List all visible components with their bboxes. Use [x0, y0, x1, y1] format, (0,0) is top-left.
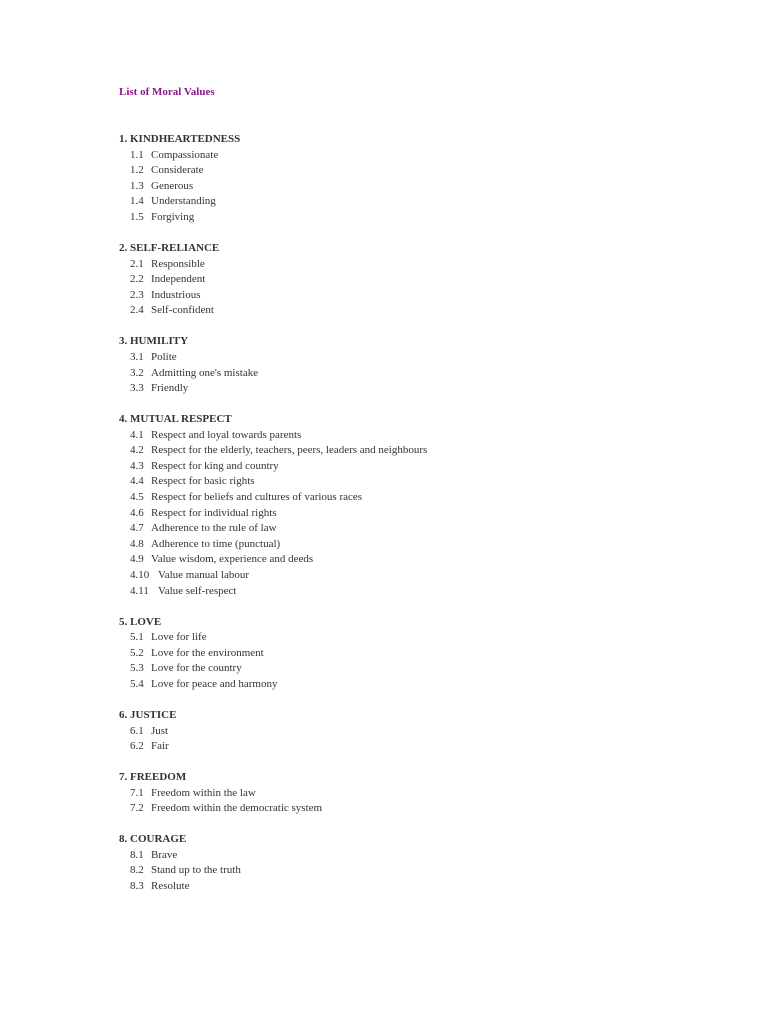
item-text: Respect for king and country	[151, 459, 279, 472]
item-text: Independent	[151, 273, 206, 286]
item-text: Adherence to time (punctual)	[151, 537, 281, 550]
item-number: 2.2	[130, 273, 144, 286]
list-item	[119, 443, 719, 459]
section-freedom	[119, 770, 719, 817]
item-text: Friendly	[151, 382, 189, 395]
section-heading: 6. JUSTICE	[119, 708, 177, 721]
item-number: 7.2	[130, 802, 144, 815]
list-item	[119, 474, 719, 490]
item-text: Self-confident	[151, 304, 214, 317]
item-text: Industrious	[151, 288, 201, 301]
list-item	[119, 537, 719, 553]
list-item	[119, 428, 719, 444]
item-number: 4.4	[130, 475, 144, 488]
item-text: Stand up to the truth	[151, 864, 241, 877]
list-item	[119, 288, 719, 304]
item-text: Freedom within the democratic system	[151, 802, 323, 815]
list-item	[119, 848, 719, 864]
list-item	[119, 677, 719, 693]
list-item	[119, 552, 719, 568]
item-number: 1.2	[130, 164, 144, 177]
section-heading: 3. HUMILITY	[119, 335, 189, 348]
list-item	[119, 863, 719, 879]
item-text: Respect for basic rights	[151, 475, 255, 488]
item-text: Respect for beliefs and cultures of various races	[151, 491, 363, 504]
list-item	[119, 366, 719, 382]
section-love	[119, 615, 719, 693]
item-text: Considerate	[151, 164, 204, 177]
item-text: Polite	[151, 350, 177, 363]
item-number: 3.2	[130, 366, 144, 379]
item-text: Love for the environment	[151, 646, 264, 659]
item-text: Resolute	[151, 880, 190, 893]
item-text: Love for life	[151, 631, 207, 644]
section-heading: 5. LOVE	[119, 615, 162, 628]
moral-values-list	[119, 132, 719, 910]
item-number: 3.1	[130, 350, 144, 363]
list-item	[119, 521, 719, 537]
section-heading: 2. SELF-RELIANCE	[119, 241, 220, 254]
item-number: 5.4	[130, 677, 144, 690]
item-number: 8.3	[130, 880, 144, 893]
item-text: Understanding	[151, 195, 216, 208]
list-item	[119, 350, 719, 366]
item-number: 1.4	[130, 195, 144, 208]
item-number: 1.1	[130, 148, 144, 161]
item-number: 4.5	[130, 491, 144, 504]
section-justice	[119, 708, 719, 755]
item-text: Brave	[151, 848, 178, 861]
item-text: Value wisdom, experience and deeds	[151, 553, 314, 566]
item-text: Adherence to the rule of law	[151, 522, 277, 535]
list-item	[119, 584, 719, 600]
list-item	[119, 786, 719, 802]
item-number: 4.10	[130, 569, 150, 582]
item-number: 5.2	[130, 646, 144, 659]
section-mutual-respect	[119, 412, 719, 599]
list-item	[119, 801, 719, 817]
item-text: Responsible	[151, 257, 205, 270]
item-text: Admitting one's mistake	[151, 366, 259, 379]
section-heading: 1. KINDHEARTEDNESS	[119, 133, 241, 145]
item-number: 4.3	[130, 459, 144, 472]
item-text: Freedom within the law	[151, 786, 256, 799]
item-number: 5.3	[130, 662, 144, 675]
section-heading: 4. MUTUAL RESPECT	[119, 413, 232, 426]
list-item	[119, 724, 719, 740]
item-number: 3.3	[130, 382, 144, 395]
item-number: 7.1	[130, 786, 144, 799]
item-text: Respect and loyal towards parents	[151, 428, 302, 441]
item-number: 2.3	[130, 288, 144, 301]
list-item	[119, 630, 719, 646]
item-text: Forgiving	[151, 210, 195, 223]
item-number: 4.1	[130, 428, 144, 441]
item-text: Fair	[151, 740, 169, 753]
list-item	[119, 194, 719, 210]
item-text: Love for the country	[151, 662, 242, 675]
section-heading: 7. FREEDOM	[119, 771, 187, 784]
item-text: Value manual labour	[158, 569, 250, 582]
list-item	[119, 459, 719, 475]
list-item	[119, 381, 719, 397]
list-item	[119, 506, 719, 522]
item-text: Love for peace and harmony	[151, 677, 278, 690]
list-item	[119, 661, 719, 677]
item-number: 6.2	[130, 740, 144, 753]
item-text: Just	[151, 724, 169, 737]
item-number: 1.3	[130, 179, 144, 192]
list-item	[119, 490, 719, 506]
item-number: 4.7	[130, 522, 144, 535]
list-item	[119, 646, 719, 662]
document-title: List of Moral Values	[119, 86, 215, 98]
item-number: 4.9	[130, 553, 144, 566]
item-number: 2.1	[130, 257, 144, 270]
list-item	[119, 148, 719, 164]
section-kindheartedness	[119, 132, 719, 226]
list-item	[119, 303, 719, 319]
item-number: 8.2	[130, 864, 144, 877]
list-item	[119, 210, 719, 226]
item-number: 5.1	[130, 631, 144, 644]
item-text: Respect for the elderly, teachers, peers, leaders and neighbours	[151, 444, 428, 457]
list-item	[119, 257, 719, 273]
item-number: 8.1	[130, 848, 144, 861]
item-text: Generous	[151, 179, 194, 192]
list-item	[119, 179, 719, 195]
section-courage	[119, 832, 719, 894]
list-item	[119, 568, 719, 584]
section-heading: 8. COURAGE	[119, 833, 187, 846]
item-number: 4.8	[130, 537, 144, 550]
list-item	[119, 163, 719, 179]
list-item	[119, 879, 719, 895]
item-number: 4.6	[130, 506, 144, 519]
item-number: 4.2	[130, 444, 144, 457]
item-number: 2.4	[130, 304, 144, 317]
item-text: Respect for individual rights	[151, 506, 277, 519]
item-number: 4.11	[130, 584, 149, 597]
list-item	[119, 272, 719, 288]
item-text: Value self-respect	[158, 584, 237, 597]
list-item	[119, 739, 719, 755]
item-number: 6.1	[130, 724, 144, 737]
section-self-reliance	[119, 241, 719, 319]
item-text: Compassionate	[151, 148, 219, 161]
item-number: 1.5	[130, 210, 144, 223]
section-humility	[119, 334, 719, 396]
